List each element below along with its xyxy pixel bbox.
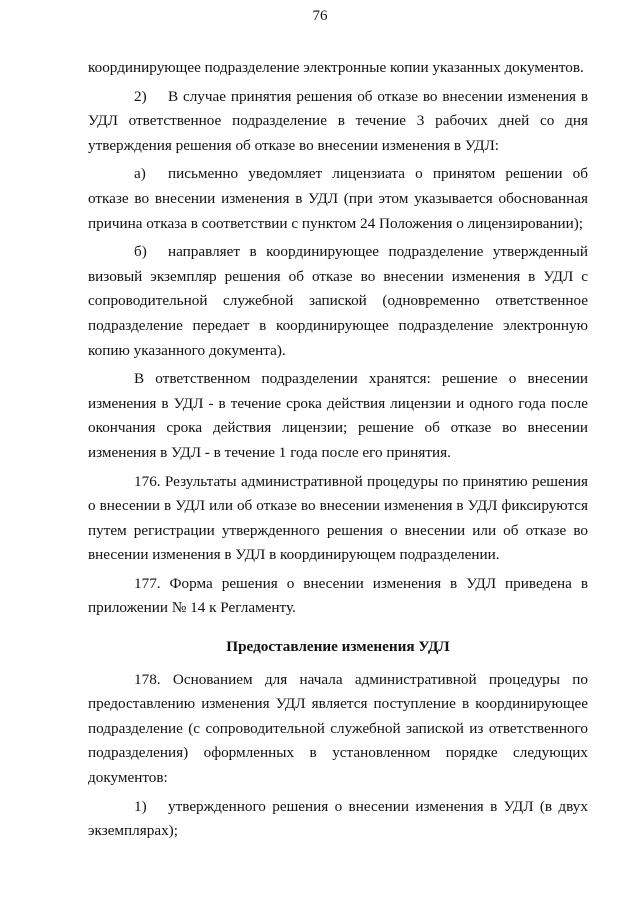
list-marker: а) [134, 165, 146, 183]
document-body [88, 56, 588, 848]
section-heading: Предоставление изменения УДЛ [226, 638, 450, 656]
paragraph: 176. Результаты административной процедуры по принятию решения о внесении в УДЛ или об отказе во внесении изменения в УДЛ фиксируются путем регистрации утвержденного решения о внесении или об отказе во внесении изменения в УДЛ в координирующем подразделении. [88, 472, 588, 564]
list-item [88, 162, 588, 236]
page-number: 76 [312, 8, 328, 24]
list-marker: б) [134, 243, 147, 261]
list-marker: 1) [134, 797, 147, 815]
list-item-text: В случае принятия решения об отказе во внесении изменения в УДЛ ответственное подразделение в течение 3 рабочих дней со дня утверждения решения об отказе во внесении изменения в УДЛ: [88, 87, 588, 154]
list-item-text: направляет в координирующее подразделение утвержденный визовый экземпляр решения об отказе во внесении изменения в УДЛ с сопроводительной служебной запиской (одновременно ответственное подразделение передает в координирующее подразделение электронную копию указанного документа). [88, 243, 588, 359]
paragraph: координирующее подразделение электронные копии указанных документов. [88, 59, 584, 76]
list-item [88, 795, 588, 844]
list-item [88, 240, 588, 363]
list-marker: 2) [134, 87, 147, 105]
list-item-text: письменно уведомляет лицензиата о принятом решении об отказе во внесении изменения в УДЛ (при этом указывается обоснованная причина отказа в соответствии с пунктом 24 Положения о лицензировании); [88, 165, 588, 232]
list-item-text: утвержденного решения о внесении изменения в УДЛ (в двух экземплярах); [88, 797, 588, 840]
list-item [88, 85, 588, 159]
paragraph: 177. Форма решения о внесении изменения в УДЛ приведена в приложении № 14 к Регламенту. [88, 574, 588, 617]
paragraph: В ответственном подразделении хранятся: решение о внесении изменения в УДЛ - в течение срока действия лицензии и одного года после окончания срока действия лицензии; решение об отказе во внесении изменения в УДЛ - в течение 1 года после его принятия. [88, 370, 588, 461]
paragraph: 178. Основанием для начала административной процедуры по предоставлению изменения УДЛ является поступление в координирующее подразделение (с сопроводительной служебной запиской из ответственного подразделения) оформленных в установленном порядке следующих документов: [88, 670, 588, 787]
